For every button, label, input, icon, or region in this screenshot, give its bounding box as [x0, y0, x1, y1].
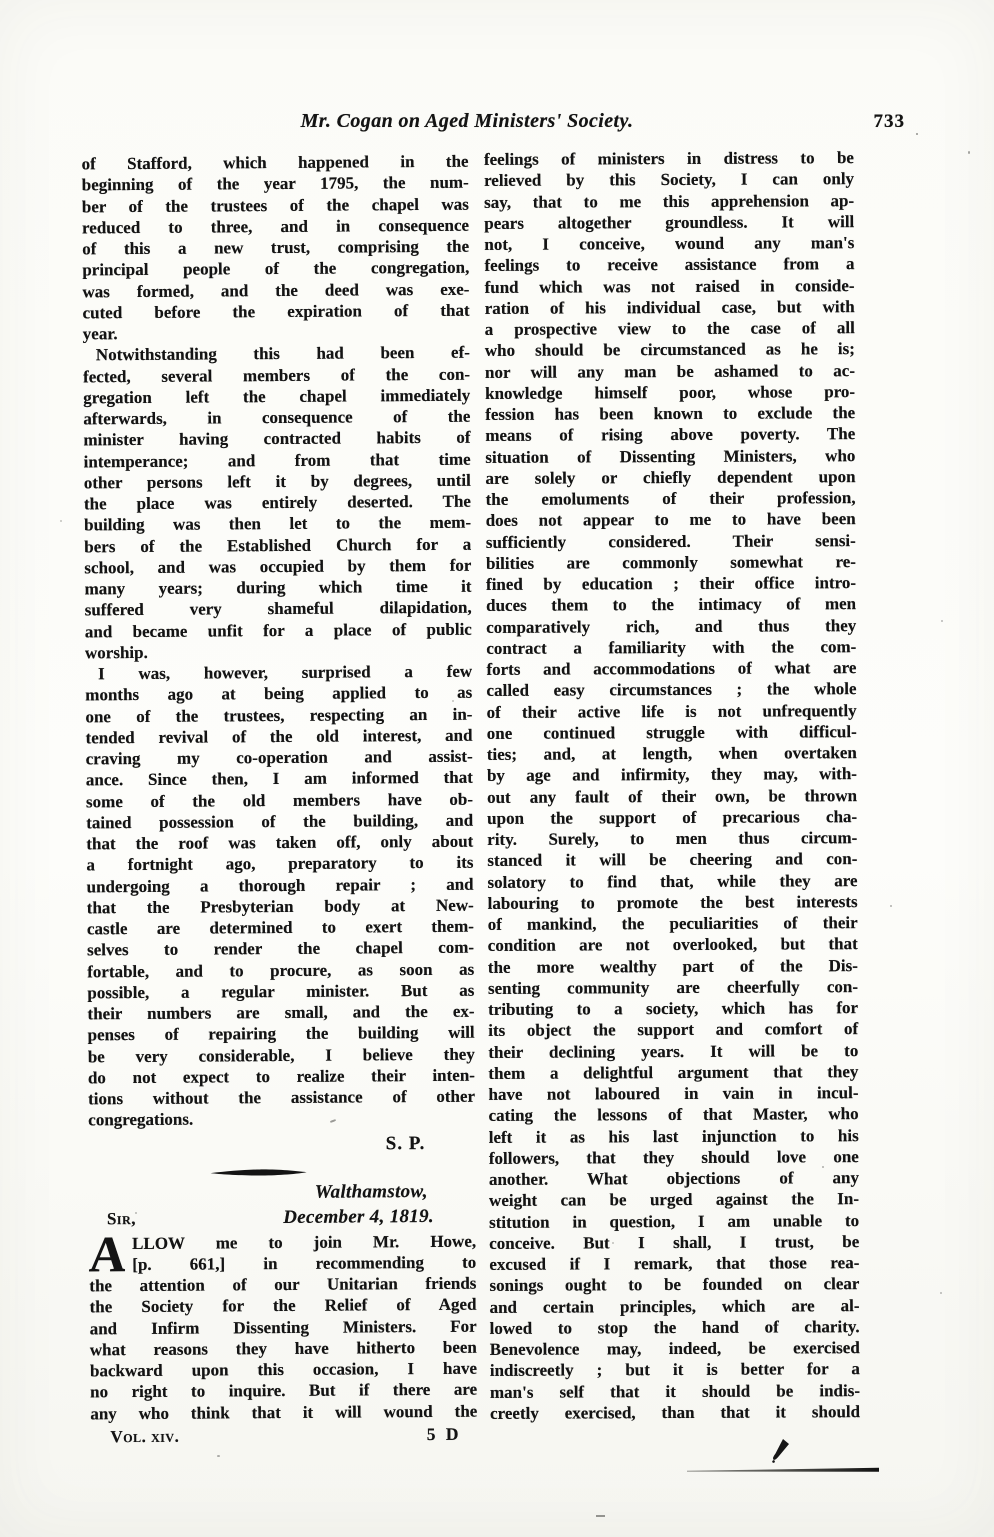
text-line: and certain principles, which are al- [489, 1295, 860, 1317]
scan-smudge [596, 1515, 605, 1517]
text-line: of Stafford, which happened in the [81, 151, 469, 174]
text-line: minister having contracted habits of [83, 427, 471, 450]
text-line: called easy circumstances ; the whole [486, 679, 857, 701]
text-line: means of rising above poverty. The [485, 424, 856, 446]
text-line: of mankind, the peculiarities of their [487, 913, 858, 934]
letter-place: Walthamstow, [314, 1180, 428, 1203]
text-line: [p. 661,] in recommending to [132, 1252, 477, 1274]
running-header [0, 110, 994, 140]
text-line: upon the support of precarious cha- [487, 806, 858, 828]
right-column [484, 147, 860, 1424]
text-line: any who think that it will wound the [90, 1401, 478, 1423]
text-line: lowed to stop the hand of charity. [489, 1316, 860, 1338]
text-line: penses of repairing the building will [87, 1022, 475, 1045]
text-line: bilities are commonly somewhat re- [485, 551, 856, 573]
text-line: its object the support and comfort of [488, 1019, 859, 1041]
text-line: their numbers are small, and the ex- [87, 1001, 475, 1024]
text-line: one continued struggle with difficul- [486, 721, 857, 743]
text-line: does not appear to me to have been [485, 509, 856, 531]
text-line: school, and was occupied by them for [84, 555, 472, 578]
paragraph-surprised-trustees [85, 661, 475, 1131]
volume-label: Vol. xiv. [110, 1426, 180, 1446]
text-line: who should be circumstanced as he is; [484, 339, 855, 361]
text-line: cuted before the expiration of that [82, 300, 470, 323]
text-line: possible, a regular minister. But as [87, 980, 475, 1003]
ink-blot-mark [768, 1437, 792, 1465]
text-line: ties; and, at length, when overtaken [486, 743, 857, 764]
letter-date: December 4, 1819. [283, 1205, 434, 1228]
text-line: selves to render the chapel com- [86, 937, 475, 960]
section-divider-swelled-rule [209, 1167, 307, 1177]
text-line: tained possession of the building, and [86, 810, 474, 833]
text-line: conceive. But I shall, I trust, be [489, 1231, 860, 1253]
text-line: building was then let to the mem- [84, 512, 472, 535]
text-line: principal people of the congregation, [82, 257, 470, 280]
text-line: Notwithstanding this had been ef- [95, 342, 470, 365]
text-line: another. What objections of any [488, 1168, 859, 1189]
text-line: them a delightful argument that they [488, 1061, 859, 1083]
text-line: out any fault of their own, be thrown [487, 785, 858, 807]
letter-body [87, 1226, 478, 1424]
text-line: situation of Dissenting Ministers, who [485, 445, 856, 467]
text-line: contract a familiarity with the com- [486, 636, 857, 658]
text-line: ration of his individual case, but with [484, 296, 855, 318]
text-line: gregation left the chapel immediately [83, 385, 471, 408]
text-line: comparatively rich, and thus they [486, 615, 857, 637]
text-line: fund which was not raised in conside- [484, 275, 855, 297]
text-line: castle are determined to exert them- [86, 916, 474, 939]
left-column [81, 151, 477, 1448]
text-line: one of the trustees, respecting an in- [85, 704, 473, 726]
text-line: left it as his last injunction to his [488, 1125, 859, 1147]
text-line: feelings to receive assistance from a [484, 254, 855, 276]
text-line: cating the lessons of that Master, who [488, 1104, 859, 1126]
text-line: and became unfit for a place of public [84, 619, 472, 641]
text-line: have not laboured in vain in incul- [488, 1083, 859, 1104]
text-line: of their active life is not unfrequently [486, 700, 857, 722]
text-line: ber of the trustees of the chapel was [81, 194, 469, 216]
text-line: stanced it will be cheering and con- [487, 849, 858, 871]
text-line: the place was entirely deserted. The [83, 491, 471, 514]
text-line: year. [82, 324, 118, 344]
text-line: are solely or chiefly dependent upon [485, 466, 856, 488]
text-line: a prospective view to the case of all [484, 318, 855, 339]
text-line: fined by education ; their office intro- [485, 573, 857, 594]
text-line: their declining years. It will be to [488, 1040, 859, 1062]
text-line: feelings of ministers in distress to be [483, 148, 854, 169]
text-line: fession has been known to exclude the [485, 403, 856, 424]
text-line: bers of the Established Church for a [84, 534, 472, 556]
text-line: what reasons they have hitherto been [89, 1337, 477, 1360]
text-line: indiscreetly ; but it is better for a [489, 1359, 860, 1381]
text-line: that the Presbyterian body at New- [86, 895, 474, 918]
letter-signature: S. P. [385, 1132, 426, 1154]
text-line: relieved by this Society, I can only [483, 169, 855, 191]
text-line: backward upon this occasion, I have [89, 1358, 478, 1381]
text-line: nor will any man be ashamed to ac- [484, 360, 856, 382]
text-line: senting community are cheerfully con- [487, 976, 859, 998]
text-line: the attention of our Unitarian friends [89, 1273, 477, 1296]
text-line: condition are not overlooked, but that [487, 934, 858, 956]
text-line: be very considerable, I believe they [87, 1044, 475, 1066]
text-line: sonings ought to be founded on clear [489, 1274, 860, 1296]
text-line: afterwards, in consequence of the [83, 406, 471, 429]
paragraph-notwithstanding [83, 342, 472, 663]
text-line: was formed, and the deed was exe- [82, 279, 470, 301]
text-line: craving my co-operation and assist- [85, 746, 473, 769]
text-line: the more wealthy part of the Dis- [487, 955, 858, 977]
text-line: a fortnight ago, preparatory to its [86, 852, 474, 875]
text-line: knowledge himself poor, whose pro- [485, 381, 856, 403]
text-line: fortable, and to procure, as soon as [87, 959, 475, 981]
text-line: that the roof was taken off, only about [86, 831, 474, 854]
text-line: no right to inquire. But if there are [90, 1379, 478, 1402]
text-line: weight can be urged against the In- [488, 1189, 860, 1211]
text-line: reduced to three, and in consequence [81, 215, 470, 238]
text-line: say, that to me this apprehension ap- [484, 190, 855, 212]
text-line: and Infirm Dissenting Ministers. For [89, 1316, 477, 1338]
text-line: rity. Surely, to men thus circum- [487, 828, 858, 849]
text-line: worship. [84, 642, 148, 663]
bottom-right-rule [687, 1467, 879, 1474]
text-line: beginning of the year 1795, the num- [81, 172, 469, 195]
text-line: not, I conceive, wound any man's [484, 233, 855, 254]
text-line: duces them to the intimacy of men [486, 594, 857, 616]
text-line: do not expect to realize their inten- [87, 1065, 475, 1088]
page-footer [90, 1422, 477, 1448]
text-line: suffered very shameful dilapidation, [84, 597, 472, 620]
text-line: some of the old members have ob- [85, 789, 474, 811]
text-line: LLOW me to join Mr. Howe, [132, 1231, 477, 1253]
text-line: sufficiently considered. Their sensi- [485, 530, 856, 552]
text-line: other persons left it by degrees, until [83, 470, 471, 493]
text-line: tributing to a society, which has for [488, 998, 859, 1019]
text-line: stitution in question, I am unable to [489, 1210, 860, 1232]
text-line: many years; during which time it [84, 576, 472, 599]
text-line: I was, however, surprised a few [98, 661, 473, 684]
text-line: by age and infirmity, they may, with- [486, 764, 857, 786]
text-line: excused if I remark, that those rea- [489, 1253, 860, 1274]
text-line: labouring to promote the best interests [487, 891, 858, 913]
text-line: pears altogether groundless. It will [484, 211, 855, 233]
text-line: fected, several members of the con- [82, 364, 471, 386]
page-number: 733 [873, 111, 905, 132]
text-line: intemperance; and from that time [83, 449, 471, 471]
letter-salutation-row [89, 1203, 476, 1231]
press-signature-mark: 5 D [426, 1423, 462, 1444]
text-line: the Society for the Relief of Aged [89, 1294, 477, 1317]
text-line: undergoing a thorough repair ; and [86, 874, 474, 896]
text-line: tions without the assistance of other [88, 1086, 476, 1109]
text-line: months ago at being applied to as [85, 682, 473, 705]
text-line: Benevolence may, indeed, be exercised [489, 1338, 860, 1359]
text-line: solatory to find that, while they are [487, 870, 858, 892]
running-header-title: Mr. Cogan on Aged Ministers' Society. [300, 110, 634, 132]
text-line: ance. Since then, I am informed that [85, 767, 473, 790]
text-line: the emoluments of their profession, [485, 488, 856, 509]
text-line: tended revival of the old interest, and [85, 725, 473, 748]
text-line: congregations. [88, 1109, 194, 1130]
text-line: man's self that it should be indis- [489, 1380, 861, 1402]
letter-dropcap: A [87, 1226, 128, 1283]
paragraph-stafford-chapel [81, 151, 469, 345]
text-line: creetly exercised, than that it should [490, 1401, 861, 1423]
text-line: forts and accommodations of what are [486, 658, 857, 679]
text-line: of this a new trust, comprising the [82, 236, 470, 259]
letter-salutation: Sir, [106, 1208, 137, 1228]
text-line: followers, that they should love one [488, 1146, 859, 1168]
